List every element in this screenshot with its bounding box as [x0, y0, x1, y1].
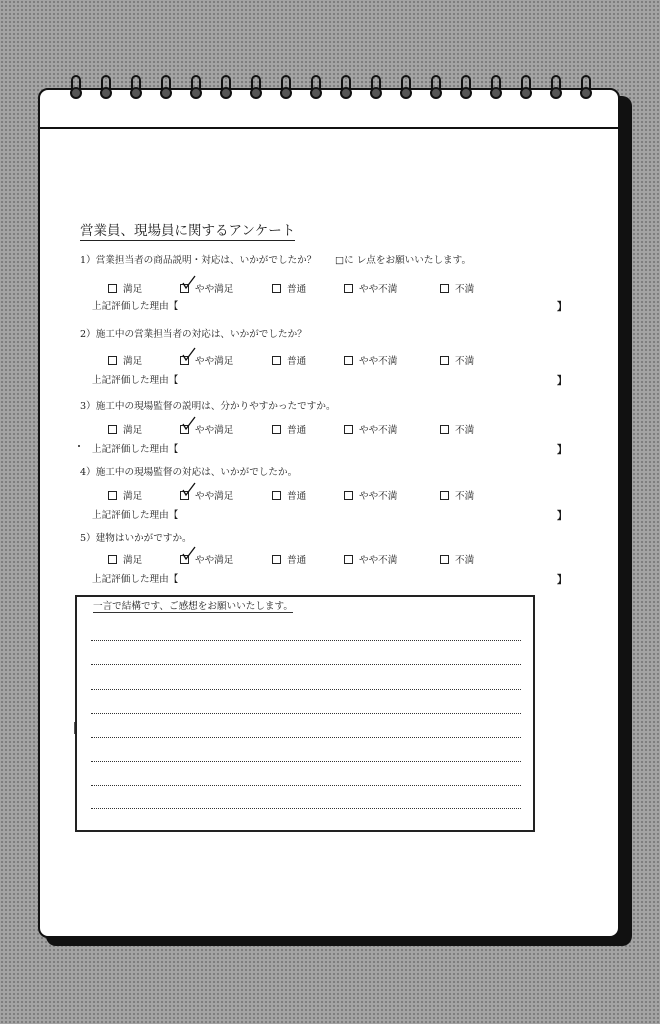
checkbox[interactable] — [344, 356, 353, 365]
binding-ring-icon — [160, 75, 172, 105]
binding-ring-icon — [250, 75, 262, 105]
reason-label: 上記評価した理由【 — [92, 510, 179, 521]
checkmark-icon — [182, 276, 196, 290]
checkbox[interactable] — [440, 491, 449, 500]
scan-speck — [74, 722, 75, 734]
question-text: 5）建物はいかがですか。 — [80, 533, 192, 544]
question-text: 4）施工中の現場監督の対応は、いかがでしたか。 — [80, 467, 298, 478]
survey-title: 営業員、現場員に関するアンケート — [80, 219, 295, 241]
option-somewhat-dissatisfied[interactable]: やや不満 — [344, 281, 397, 295]
question-text: 2）施工中の営業担当者の対応は、いかがでしたか？ — [80, 329, 307, 340]
binding-ring-icon — [520, 75, 532, 105]
checkbox[interactable] — [344, 555, 353, 564]
option-dissatisfied[interactable]: 不満 — [440, 488, 474, 502]
binding-ring-icon — [190, 75, 202, 105]
option-neutral[interactable]: 普通 — [272, 281, 306, 295]
binding-ring-icon — [400, 75, 412, 105]
comment-writing-line — [91, 640, 521, 641]
option-dissatisfied[interactable]: 不満 — [440, 281, 474, 295]
binding-ring-icon — [370, 75, 382, 105]
checkmark-icon — [182, 348, 196, 362]
comment-box[interactable] — [75, 595, 535, 832]
checkmark-instruction: □に レ点をお願いいたします。 — [335, 255, 472, 266]
option-dissatisfied[interactable]: 不満 — [440, 353, 474, 367]
binding-ring-icon — [490, 75, 502, 105]
reason-label: 上記評価した理由【 — [92, 301, 179, 312]
checkbox[interactable] — [108, 491, 117, 500]
option-somewhat-satisfied[interactable]: やや満足 — [180, 552, 233, 566]
reason-bracket-close: 】 — [557, 575, 567, 586]
option-somewhat-satisfied[interactable]: やや満足 — [180, 353, 233, 367]
checkbox[interactable] — [440, 356, 449, 365]
binding-ring-icon — [310, 75, 322, 105]
binding-ring-icon — [70, 75, 82, 105]
checkbox[interactable] — [108, 555, 117, 564]
scan-speck — [78, 445, 80, 447]
checkbox[interactable] — [108, 284, 117, 293]
reason-label: 上記評価した理由【 — [92, 574, 179, 585]
checkbox[interactable] — [344, 284, 353, 293]
checkbox[interactable] — [108, 356, 117, 365]
binding-ring-icon — [430, 75, 442, 105]
checkbox[interactable] — [344, 425, 353, 434]
checkbox[interactable] — [272, 555, 281, 564]
checkbox[interactable] — [440, 425, 449, 434]
option-somewhat-dissatisfied[interactable]: やや不満 — [344, 353, 397, 367]
reason-bracket-close: 】 — [557, 445, 567, 456]
option-satisfied[interactable]: 満足 — [108, 281, 142, 295]
checkmark-icon — [182, 483, 196, 497]
option-satisfied[interactable]: 満足 — [108, 422, 142, 436]
checkbox[interactable] — [344, 491, 353, 500]
reason-bracket-close: 】 — [557, 511, 567, 522]
checkmark-icon — [182, 417, 196, 431]
binding-ring-icon — [550, 75, 562, 105]
option-neutral[interactable]: 普通 — [272, 488, 306, 502]
checkmark-icon — [182, 547, 196, 561]
reason-bracket-close: 】 — [557, 302, 567, 313]
comment-writing-line — [91, 737, 521, 738]
option-somewhat-dissatisfied[interactable]: やや不満 — [344, 422, 397, 436]
comment-writing-line — [91, 713, 521, 714]
option-neutral[interactable]: 普通 — [272, 422, 306, 436]
checkbox[interactable] — [272, 425, 281, 434]
comment-writing-line — [91, 785, 521, 786]
option-neutral[interactable]: 普通 — [272, 353, 306, 367]
reason-label: 上記評価した理由【 — [92, 444, 179, 455]
checkbox-checked[interactable] — [180, 356, 189, 365]
checkbox[interactable] — [440, 284, 449, 293]
binding-ring-icon — [460, 75, 472, 105]
option-somewhat-satisfied[interactable]: やや満足 — [180, 281, 233, 295]
checkbox[interactable] — [272, 356, 281, 365]
option-dissatisfied[interactable]: 不満 — [440, 552, 474, 566]
checkbox-checked[interactable] — [180, 425, 189, 434]
checkbox-checked[interactable] — [180, 284, 189, 293]
comment-writing-line — [91, 761, 521, 762]
option-satisfied[interactable]: 満足 — [108, 488, 142, 502]
comment-title: 一言で結構です、ご感想をお願いいたします。 — [93, 598, 293, 613]
notebook-header-divider — [40, 127, 618, 129]
binding-ring-icon — [220, 75, 232, 105]
option-somewhat-dissatisfied[interactable]: やや不満 — [344, 552, 397, 566]
reason-label: 上記評価した理由【 — [92, 375, 179, 386]
question-text: 3）施工中の現場監督の説明は、分かりやすかったですか。 — [80, 401, 336, 412]
option-somewhat-satisfied[interactable]: やや満足 — [180, 422, 233, 436]
checkbox[interactable] — [272, 491, 281, 500]
option-satisfied[interactable]: 満足 — [108, 552, 142, 566]
option-somewhat-dissatisfied[interactable]: やや不満 — [344, 488, 397, 502]
checkbox-checked[interactable] — [180, 555, 189, 564]
checkbox-checked[interactable] — [180, 491, 189, 500]
binding-ring-icon — [100, 75, 112, 105]
option-somewhat-satisfied[interactable]: やや満足 — [180, 488, 233, 502]
question-text: 1）営業担当者の商品説明・対応は、いかがでしたか？ — [80, 255, 317, 266]
binding-ring-icon — [580, 75, 592, 105]
option-dissatisfied[interactable]: 不満 — [440, 422, 474, 436]
binding-ring-icon — [340, 75, 352, 105]
binding-ring-icon — [280, 75, 292, 105]
comment-writing-line — [91, 689, 521, 690]
comment-writing-line — [91, 808, 521, 809]
option-neutral[interactable]: 普通 — [272, 552, 306, 566]
checkbox[interactable] — [440, 555, 449, 564]
checkbox[interactable] — [108, 425, 117, 434]
option-satisfied[interactable]: 満足 — [108, 353, 142, 367]
binding-ring-icon — [130, 75, 142, 105]
checkbox[interactable] — [272, 284, 281, 293]
comment-writing-line — [91, 664, 521, 665]
reason-bracket-close: 】 — [557, 376, 567, 387]
